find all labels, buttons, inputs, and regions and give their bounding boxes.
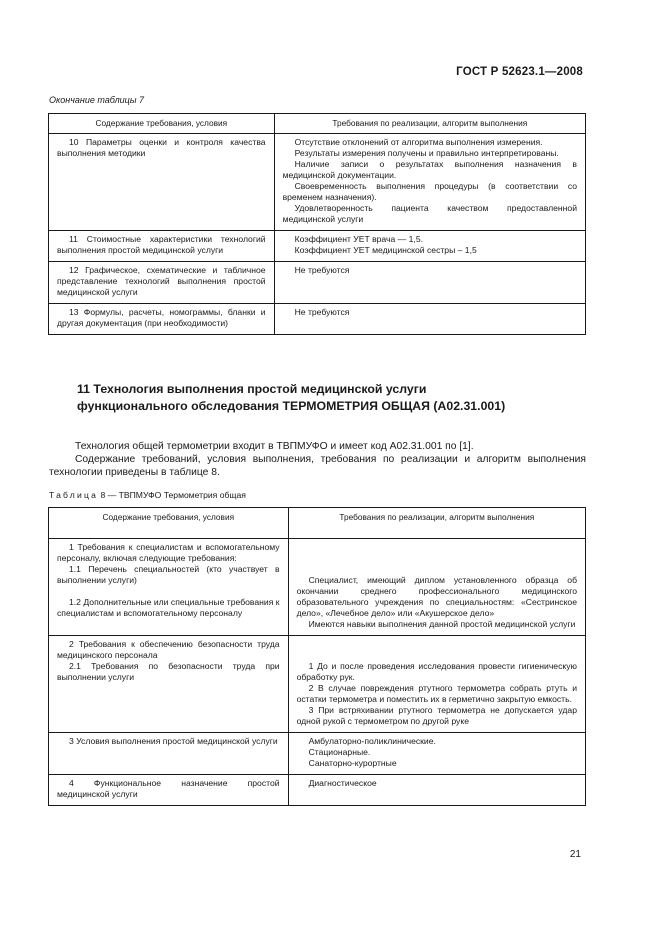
page-number: 21 <box>569 849 581 860</box>
table-row <box>49 304 586 335</box>
table8-cell-condition: 1 Требования к специалистам и вспомогательному персоналу, включая следующие требования: 1.1 Перечень специальностей (кто участвует в выполнении услуги) 1.2 Дополнительные или специальные требования к специалистам и вспомогательному персоналу <box>49 539 289 636</box>
table-row <box>49 636 586 733</box>
table7-col-header: Содержание требования, условия <box>49 114 275 134</box>
table8-cell-requirement: Специалист, имеющий диплом установленного образца об окончании среднего профессионального медицинского образовательного учреждения по специальностям: «Сестринское дело», «Лечебное дело» или «Акушерское дело» Имеются навыки выполнения данной простой медицинской услуги <box>288 539 585 636</box>
table7-cell-condition: 13 Формулы, расчеты, номограммы, бланки и другая документация (при необходимости) <box>49 304 275 335</box>
table-row <box>49 134 586 231</box>
table8-col-header: Содержание требования, условия <box>49 508 289 539</box>
table-row <box>49 539 586 636</box>
table7-cell-requirement: Отсутствие отклонений от алгоритма выполнения измерения. Результаты измерения получены и правильно интерпретированы. Наличие записи о результатах выполнения назначения в медицинской документации. Своевременность выполнения процедуры (в соответствии со временем назначения). Удовлетворенность пациента качеством предоставленной медицинской услуги <box>274 134 585 231</box>
table8-cell-requirement: 1 До и после проведения исследования провести гигиеническую обработку рук. 2 В случае повреждения ртутного термометра собрать ртуть и остатки термометра и поместить их в герметично закрытую емкость. 3 При встряхивании ртутного термометра не допускается удар одной рукой с термометром по другой руке <box>288 636 585 733</box>
table7-cell-requirement: Не требуются <box>274 262 585 304</box>
section-heading-line: 11 Технология выполнения простой медицинской услуги <box>77 382 427 396</box>
table-row <box>49 231 586 262</box>
table8-col-header: Требования по реализации, алгоритм выполнения <box>288 508 585 539</box>
table8-caption <box>49 490 246 500</box>
table8-cell-condition: 3 Условия выполнения простой медицинской услуги <box>49 733 289 775</box>
table7-col-header: Требования по реализации, алгоритм выполнения <box>274 114 585 134</box>
table8-cell-condition: 4 Функциональное назначение простой медицинской услуги <box>49 775 289 806</box>
table8-cell-condition: 2 Требования к обеспечению безопасности труда медицинского персонала 2.1 Требования по безопасности труда при выполнении услуги <box>49 636 289 733</box>
table-row <box>49 262 586 304</box>
section-heading-line: функционального обследования ТЕРМОМЕТРИЯ ОБЩАЯ (А02.31.001) <box>77 399 506 413</box>
table8-header-row <box>49 508 586 539</box>
table8 <box>48 507 586 806</box>
table7-cell-requirement: Не требуются <box>274 304 585 335</box>
document-code: ГОСТ Р 52623.1—2008 <box>456 66 583 78</box>
table7-header-row <box>49 114 586 134</box>
paragraph: Технология общей термометрии входит в ТВПМУФО и имеет код А02.31.001 по [1]. <box>75 441 474 452</box>
table7 <box>48 113 586 335</box>
table7-caption: Окончание таблицы 7 <box>49 95 144 105</box>
table8-caption-label: Таблица <box>49 490 99 500</box>
table7-cell-requirement: Коэффициент УЕТ врача — 1,5. Коэффициент УЕТ медицинской сестры – 1,5 <box>274 231 585 262</box>
table8-cell-requirement: Амбулаторно-поликлинические. Стационарные. Санаторно-курортные <box>288 733 585 775</box>
table7-cell-condition: 12 Графическое, схематические и табличное представление технологий выполнения простой медицинской услуги <box>49 262 275 304</box>
table8-cell-requirement: Диагностическое <box>288 775 585 806</box>
table8-caption-title: 8 — ТВПМУФО Термометрия общая <box>98 490 246 500</box>
paragraph: Содержание требований, условия выполнения, требования по реализации и алгоритм выполнения технологии приведены в таблице 8. <box>49 454 586 478</box>
table-row <box>49 775 586 806</box>
section-body <box>49 440 586 479</box>
table7-cell-condition: 10 Параметры оценки и контроля качества выполнения методики <box>49 134 275 231</box>
section-heading <box>77 381 577 415</box>
table-row <box>49 733 586 775</box>
table7-cell-condition: 11 Стоимостные характеристики технологий выполнения простой медицинской услуги <box>49 231 275 262</box>
